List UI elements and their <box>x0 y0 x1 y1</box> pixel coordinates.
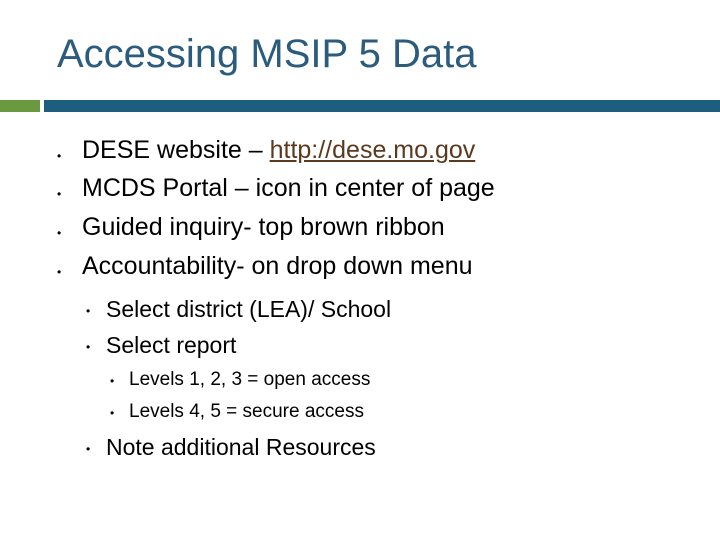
bullet-item-mcds-portal: MCDS Portal – icon in center of page <box>82 174 495 202</box>
bullet-item-accountability: Accountability- on drop down menu <box>82 252 473 280</box>
bullet-dot: • <box>57 265 62 279</box>
sub-sub-bullet-dot: • <box>110 374 115 388</box>
slide-title: Accessing MSIP 5 Data <box>57 32 477 76</box>
bullet-dot: • <box>57 226 62 240</box>
sub-bullet-dot: • <box>86 304 91 318</box>
sub-bullet-select-report: Select report <box>106 332 237 358</box>
sub-sub-bullet-dot: • <box>110 406 115 420</box>
sub-sub-bullet-levels-secure: Levels 4, 5 = secure access <box>129 401 364 422</box>
dese-link[interactable]: http://dese.mo.gov <box>269 136 476 164</box>
sub-bullet-note-resources: Note additional Resources <box>106 434 376 460</box>
sub-bullet-select-district: Select district (LEA)/ School <box>106 296 392 322</box>
bullet-dot: • <box>57 187 62 201</box>
bullet-dot: • <box>57 149 62 163</box>
bullet-item-guided-inquiry: Guided inquiry- top brown ribbon <box>82 213 445 241</box>
sub-bullet-dot: • <box>86 442 91 456</box>
sub-sub-bullet-levels-open: Levels 1, 2, 3 = open access <box>129 369 371 390</box>
bullet-text: DESE website – <box>82 136 270 164</box>
sub-bullet-dot: • <box>86 340 91 354</box>
bullet-item-dese-website <box>82 136 475 165</box>
